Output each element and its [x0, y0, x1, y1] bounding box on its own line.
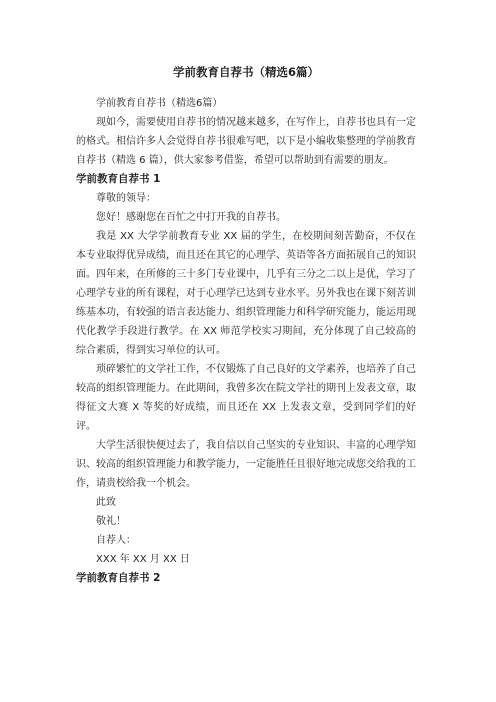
closing-line-1: 此致	[96, 497, 116, 508]
section-heading-1: 学前教育自荐书 1	[76, 173, 161, 185]
paragraph-4: 大学生活很快便过去了，我自信以自己坚实的专业知识、丰富的心理学知识、较高的组织管理能力和教学能力，一定能胜任且很好地完成您交给我的工作，请贵校给我一个机会。	[76, 440, 416, 489]
section-heading-2: 学前教育自荐书 2	[76, 572, 161, 584]
paragraph-3: 琐碎繁忙的文学社工作，不仅锻炼了自己良好的文学素养，也培养了自己较高的组织管理能力。在此期间，我曾多次在院文学社的期刊上发表文章，取得征文大赛 X 等奖的好成绩，而且还在 XX 上发表文章，受到同学们的好评。	[76, 364, 416, 432]
signature-date: XXX 年 XX 月 XX 日	[96, 554, 190, 565]
intro-paragraph: 现如今，需要使用自荐书的情况越来越多，在写作上，自荐书也具有一定的格式。相信许多人会觉得自荐书很难写吧，以下是小编收集整理的学前教育自荐书（精选 6 篇），供大家参考借鉴，希望可以帮助到有需要的朋友。	[76, 117, 416, 166]
closing-line-2: 敬礼！	[96, 516, 126, 527]
document-title: 学前教育自荐书（精选6篇）	[172, 65, 319, 79]
paragraph-2: 我是 XX 大学学前教育专业 XX 届的学生，在校期间刻苦勤奋，不仅在本专业取得优异成绩，而且还在其它的心理学、英语等各方面拓展自己的知识面。四年来，在所修的三十多门专业课中，几乎有三分之二以上是优，学习了心理学专业的所有课程，对于心理学已达到专业水平。另外我也在课下刻苦训练基本功，有较强的语言表达能力、组织管理能力和科学研究能力，能运用现代化教学手段进行教学。在 XX 师范学校实习期间，充分体现了自己较高的综合素质，得到实习单位的认可。	[76, 231, 416, 356]
signer-label: 自荐人：	[96, 535, 136, 546]
intro-line: 学前教育自荐书（精选6篇）	[96, 98, 223, 109]
greeting: 尊敬的领导：	[96, 193, 156, 204]
paragraph-1: 您好！感谢您在百忙之中打开我的自荐书。	[96, 212, 286, 223]
